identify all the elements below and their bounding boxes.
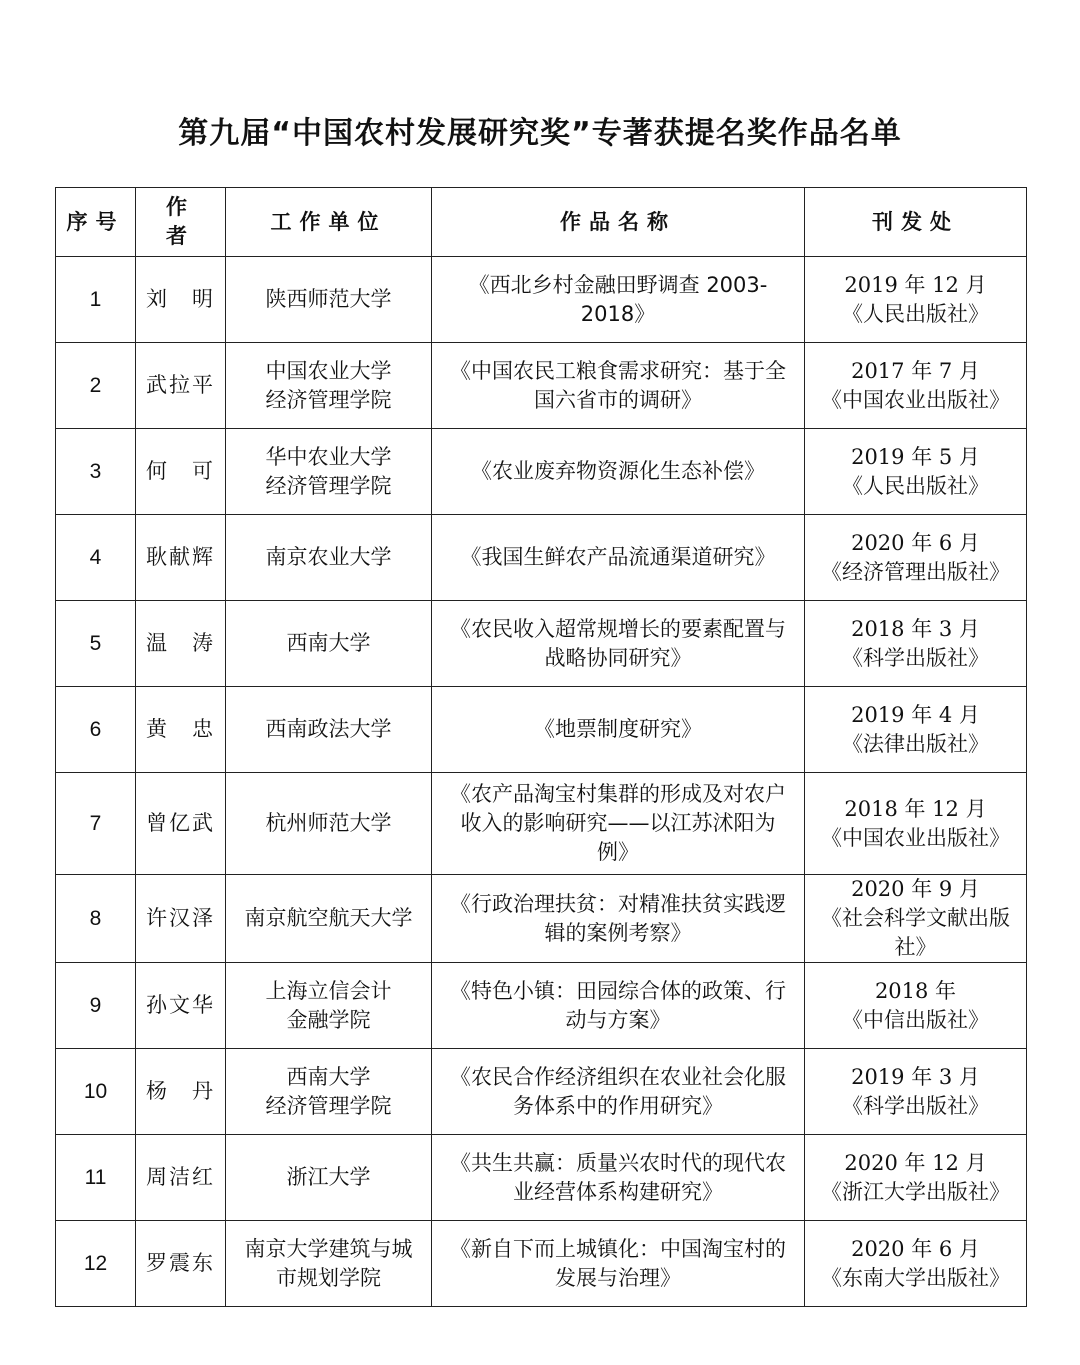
row-seq: 7 xyxy=(56,773,136,875)
table-header-row xyxy=(56,188,1027,257)
row-publisher-line: 2020 年 6 月 xyxy=(851,1236,980,1261)
row-publisher-line: 《中信出版社》 xyxy=(842,1007,989,1032)
row-publisher-line: 2020 年 6 月 xyxy=(851,530,980,555)
row-work-line: 《共生共赢：质量兴农时代的现代农 xyxy=(450,1150,786,1175)
row-publisher xyxy=(805,257,1027,343)
row-author: 杨 丹 xyxy=(136,1049,226,1135)
row-work-line: 例》 xyxy=(597,840,639,864)
row-work-line: 《农产品淘宝村集群的形成及对农户 xyxy=(450,782,786,806)
row-publisher-line: 《中国农业出版社》 xyxy=(821,387,1010,412)
row-work-line: 《新自下而上城镇化：中国淘宝村的 xyxy=(450,1236,786,1261)
row-unit xyxy=(226,963,432,1049)
row-unit-line: 经济管理学院 xyxy=(265,387,392,412)
row-seq: 1 xyxy=(56,257,136,343)
row-publisher-line: 《经济管理出版社》 xyxy=(821,559,1010,584)
row-work-line: 业经营体系构建研究》 xyxy=(513,1179,723,1204)
row-publisher-line: 《科学出版社》 xyxy=(842,645,989,670)
row-unit-line: 上海立信会计 xyxy=(265,978,392,1003)
row-author: 许汉泽 xyxy=(136,875,226,963)
row-work-line: 《西北乡村金融田野调查 2003-2018》 xyxy=(468,272,768,326)
row-seq: 9 xyxy=(56,963,136,1049)
header-unit: 工作单位 xyxy=(226,188,432,257)
row-unit xyxy=(226,1135,432,1221)
row-unit xyxy=(226,429,432,515)
row-unit-line: 西南大学 xyxy=(286,631,371,655)
table-row xyxy=(56,343,1027,429)
row-work-line: 动与方案》 xyxy=(565,1007,671,1032)
row-work xyxy=(432,429,805,515)
table-row xyxy=(56,875,1027,963)
row-work xyxy=(432,515,805,601)
row-author: 曾亿武 xyxy=(136,773,226,875)
row-work xyxy=(432,687,805,773)
row-unit-line: 南京大学建筑与城 xyxy=(244,1236,413,1261)
row-publisher-line: 2020 年 9 月 xyxy=(851,877,980,901)
row-author: 黄 忠 xyxy=(136,687,226,773)
table-row xyxy=(56,1049,1027,1135)
table-row xyxy=(56,687,1027,773)
row-work xyxy=(432,1049,805,1135)
nominee-table xyxy=(55,187,1027,1307)
row-publisher xyxy=(805,515,1027,601)
row-author: 何 可 xyxy=(136,429,226,515)
row-publisher xyxy=(805,875,1027,963)
row-author: 耿献辉 xyxy=(136,515,226,601)
row-publisher-line: 2018 年 12 月 xyxy=(844,796,987,821)
row-publisher-line: 《浙江大学出版社》 xyxy=(821,1179,1010,1204)
row-seq: 8 xyxy=(56,875,136,963)
table-row xyxy=(56,429,1027,515)
row-unit-line: 西南政法大学 xyxy=(265,717,392,741)
row-unit-line: 华中农业大学 xyxy=(265,444,392,469)
row-author: 武拉平 xyxy=(136,343,226,429)
row-publisher-line: 《人民出版社》 xyxy=(842,301,989,326)
header-work: 作品名称 xyxy=(432,188,805,257)
row-seq: 10 xyxy=(56,1049,136,1135)
row-seq: 12 xyxy=(56,1221,136,1307)
row-publisher-line: 2018 年 xyxy=(874,978,957,1003)
row-unit xyxy=(226,257,432,343)
row-work-line: 《地票制度研究》 xyxy=(534,717,702,741)
row-unit xyxy=(226,343,432,429)
row-work-line: 《农民收入超常规增长的要素配置与 xyxy=(450,616,786,641)
row-seq: 4 xyxy=(56,515,136,601)
table-body xyxy=(56,257,1027,1307)
table-row xyxy=(56,601,1027,687)
row-seq: 11 xyxy=(56,1135,136,1221)
row-unit-line: 经济管理学院 xyxy=(265,473,392,498)
row-work-line: 务体系中的作用研究》 xyxy=(513,1093,723,1118)
row-work-line: 《农业废弃物资源化生态补偿》 xyxy=(471,459,765,483)
row-unit-line: 杭州师范大学 xyxy=(265,811,392,835)
header-author: 作 者 xyxy=(136,188,226,257)
row-author: 孙文华 xyxy=(136,963,226,1049)
row-work-line: 《我国生鲜农产品流通渠道研究》 xyxy=(460,545,776,569)
row-publisher-line: 2018 年 3 月 xyxy=(851,616,980,641)
row-work xyxy=(432,257,805,343)
row-unit-line: 经济管理学院 xyxy=(265,1093,392,1118)
row-publisher-line: 2020 年 12 月 xyxy=(844,1150,987,1175)
row-work-line: 国六省市的调研》 xyxy=(534,387,702,412)
row-work-line: 辑的案例考察》 xyxy=(544,920,692,945)
row-publisher xyxy=(805,1135,1027,1221)
row-unit xyxy=(226,515,432,601)
row-work-line: 《行政治理扶贫：对精准扶贫实践逻 xyxy=(450,891,786,916)
row-publisher xyxy=(805,773,1027,875)
row-unit-line: 浙江大学 xyxy=(286,1165,371,1189)
row-publisher-line: 2019 年 4 月 xyxy=(851,702,980,727)
row-publisher xyxy=(805,963,1027,1049)
row-unit-line: 陕西师范大学 xyxy=(265,287,392,311)
row-publisher-line: 《人民出版社》 xyxy=(842,473,989,498)
row-publisher-line: 《科学出版社》 xyxy=(842,1093,989,1118)
row-work xyxy=(432,963,805,1049)
row-unit xyxy=(226,1221,432,1307)
row-author: 刘 明 xyxy=(136,257,226,343)
row-unit xyxy=(226,773,432,875)
row-unit-line: 中国农业大学 xyxy=(265,358,392,383)
row-publisher xyxy=(805,601,1027,687)
row-seq: 5 xyxy=(56,601,136,687)
row-publisher-line: 2019 年 12 月 xyxy=(844,272,987,297)
row-publisher-line: 2019 年 5 月 xyxy=(851,444,980,469)
row-publisher xyxy=(805,429,1027,515)
row-work xyxy=(432,1221,805,1307)
row-unit xyxy=(226,1049,432,1135)
page-title: 第九届“中国农村发展研究奖”专著获提名奖作品名单 xyxy=(178,116,902,151)
header-publisher: 刊发处 xyxy=(805,188,1027,257)
row-unit xyxy=(226,601,432,687)
row-publisher-line: 2019 年 3 月 xyxy=(851,1064,980,1089)
row-seq: 3 xyxy=(56,429,136,515)
table-row xyxy=(56,257,1027,343)
table-row xyxy=(56,773,1027,875)
row-publisher-line: 2017 年 7 月 xyxy=(851,358,980,383)
row-publisher-line: 《法律出版社》 xyxy=(842,731,989,756)
row-seq: 2 xyxy=(56,343,136,429)
row-unit-line: 南京农业大学 xyxy=(265,545,392,569)
row-work xyxy=(432,601,805,687)
table-row xyxy=(56,1221,1027,1307)
table-row xyxy=(56,963,1027,1049)
row-work xyxy=(432,773,805,875)
row-publisher-line: 《中国农业出版社》 xyxy=(821,825,1010,850)
row-unit-line: 南京航空航天大学 xyxy=(244,906,413,930)
row-work-line: 《农民合作经济组织在农业社会化服 xyxy=(450,1064,786,1089)
row-author: 周洁红 xyxy=(136,1135,226,1221)
row-publisher xyxy=(805,343,1027,429)
row-work-line: 收入的影响研究——以江苏沭阳为 xyxy=(460,811,776,835)
row-publisher xyxy=(805,1049,1027,1135)
row-work xyxy=(432,1135,805,1221)
table-row xyxy=(56,1135,1027,1221)
row-work-line: 战略协同研究》 xyxy=(544,645,692,670)
row-work-line: 《中国农民工粮食需求研究：基于全 xyxy=(450,358,786,383)
row-seq: 6 xyxy=(56,687,136,773)
row-work xyxy=(432,343,805,429)
row-publisher-line: 社》 xyxy=(894,935,937,959)
row-publisher-line: 《社会科学文献出版 xyxy=(821,906,1010,930)
row-unit-line: 市规划学院 xyxy=(276,1265,381,1290)
row-author: 温 涛 xyxy=(136,601,226,687)
row-author: 罗震东 xyxy=(136,1221,226,1307)
row-work-line: 发展与治理》 xyxy=(555,1265,681,1290)
table-row xyxy=(56,515,1027,601)
header-seq: 序号 xyxy=(56,188,136,257)
row-publisher xyxy=(805,687,1027,773)
row-work xyxy=(432,875,805,963)
row-unit xyxy=(226,687,432,773)
row-unit xyxy=(226,875,432,963)
row-unit-line: 金融学院 xyxy=(286,1007,371,1032)
row-publisher xyxy=(805,1221,1027,1307)
row-work-line: 《特色小镇：田园综合体的政策、行 xyxy=(450,978,786,1003)
row-publisher-line: 《东南大学出版社》 xyxy=(821,1265,1010,1290)
row-unit-line: 西南大学 xyxy=(286,1064,371,1089)
